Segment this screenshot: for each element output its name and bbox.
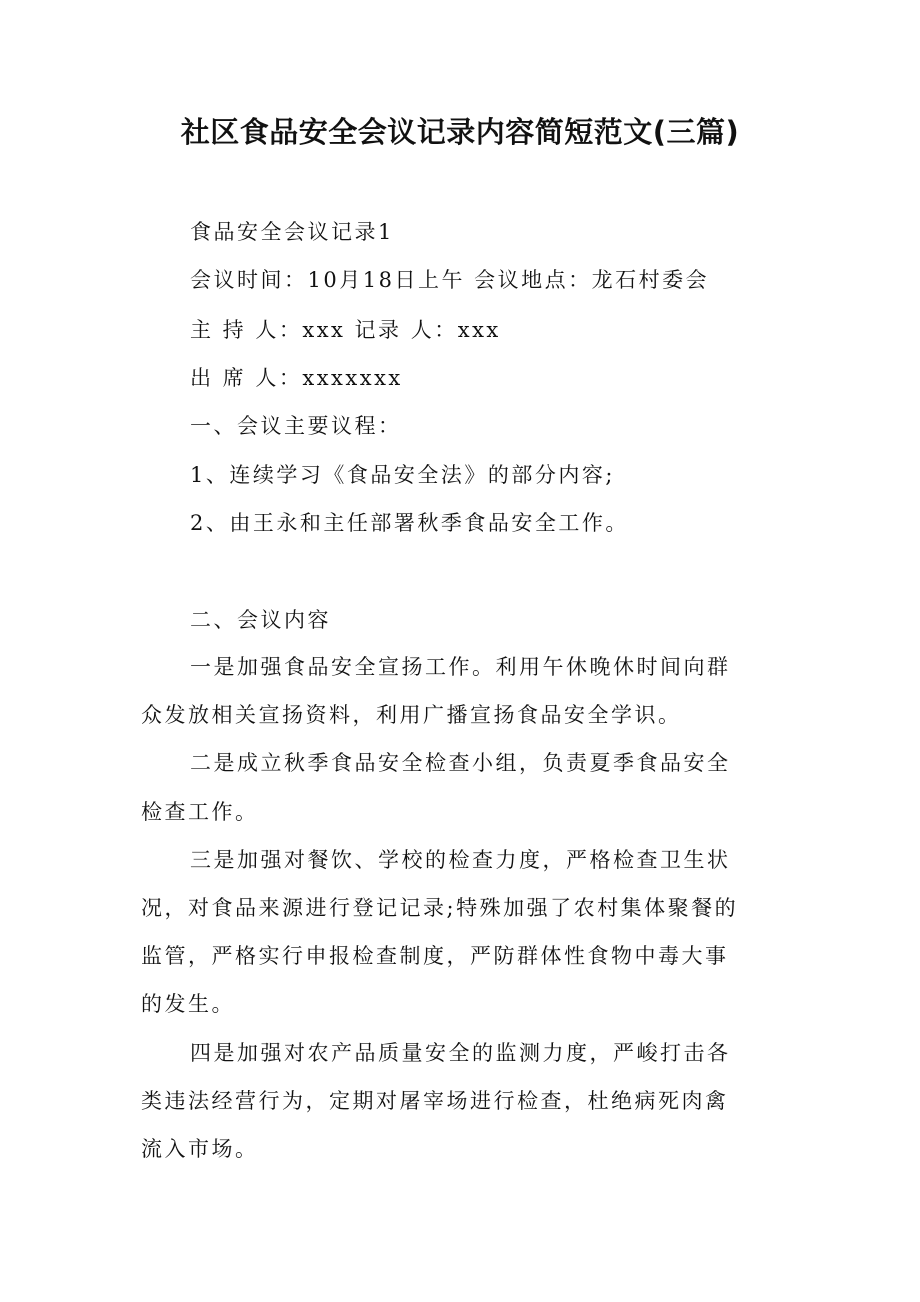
text-line-content-heading: 二、会议内容 [190,608,331,632]
paragraph-2-line-2: 检查工作。 [141,800,259,824]
paragraph-3-line-1: 三是加强对餐饮、学校的检查力度，严格检查卫生状 [190,848,731,872]
paragraph-4-line-3: 流入市场。 [141,1137,259,1161]
paragraph-3-line-4: 的发生。 [141,992,235,1016]
document-title: 社区食品安全会议记录内容简短范文(三篇) [180,115,740,149]
text-line-record-heading: 食品安全会议记录1 [190,220,394,244]
paragraph-1-line-1: 一是加强食品安全宣扬工作。利用午休晚休时间向群 [190,655,731,679]
text-line-attendees: 出 席 人：xxxxxxx [190,366,403,390]
paragraph-4-line-1: 四是加强对农产品质量安全的监测力度，严峻打击各 [190,1041,731,1065]
paragraph-4-line-2: 类违法经营行为，定期对屠宰场进行检查，杜绝病死肉禽 [141,1089,729,1113]
paragraph-3-line-3: 监管，严格实行申报检查制度，严防群体性食物中毒大事 [141,944,729,968]
text-line-agenda-heading: 一、会议主要议程： [190,414,402,438]
paragraph-2-line-1: 二是成立秋季食品安全检查小组，负责夏季食品安全 [190,751,731,775]
paragraph-1-line-2: 众发放相关宣扬资料，利用广播宣扬食品安全学识。 [141,703,682,727]
text-line-agenda-item-1: 1、连续学习《食品安全法》的部分内容; [190,463,615,487]
paragraph-3-line-2: 况，对食品来源进行登记记录;特殊加强了农村集体聚餐的 [141,896,739,920]
text-line-meeting-time-place: 会议时间：10月18日上午 会议地点：龙石村委会 [190,268,710,292]
text-line-host-recorder: 主 持 人：xxx 记录 人：xxx [190,318,501,342]
text-line-agenda-item-2: 2、由王永和主任部署秋季食品安全工作。 [190,511,629,535]
